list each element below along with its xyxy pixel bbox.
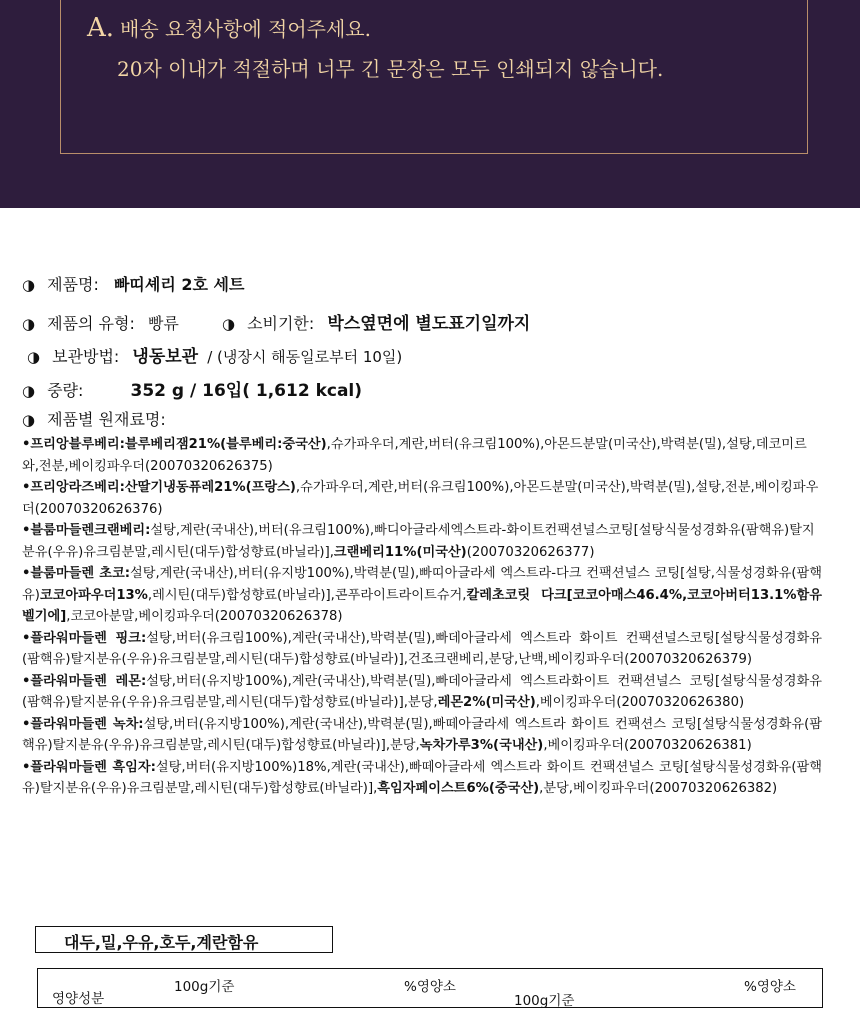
- expiry-value: 박스옆면에 별도표기일까지: [327, 314, 531, 334]
- storage-value: 냉동보관: [132, 347, 199, 367]
- ingredient-item: [22, 563, 822, 628]
- ingredient-text: 설탕,계란(국내산),버터(유크림100%),빠디아글라세엑스트라-화이트컨팩션널스코팅[설탕식물성경화유(팜핵유)탈지분유(우유)유크림분말,레시틴(대두)합성향료(바닐라)],: [22, 523, 815, 560]
- ingredient-item: [22, 628, 822, 671]
- allergy-notice: 대두,밀,우유,호두,계란함유: [35, 926, 333, 953]
- ingredient-item: [22, 757, 822, 800]
- half-circle-icon: ◑: [22, 276, 36, 294]
- half-circle-icon: ◑: [22, 411, 36, 429]
- ingredient-product-name: •블룸마들렌크랜베리:: [22, 523, 151, 538]
- ingredient-highlight: 블루베리잼21%(블루베리:중국산): [124, 437, 327, 452]
- expiry-label: 소비기한:: [247, 314, 315, 333]
- nutrition-col-per100-a: 100g기준: [174, 979, 235, 995]
- weight-value: 352 g / 16입( 1,612 kcal): [130, 381, 363, 401]
- banner-frame: [60, 0, 808, 154]
- ingredient-item: [22, 434, 822, 477]
- ingredient-text: (20070320626377): [466, 544, 595, 560]
- storage-label: 보관방법:: [52, 347, 120, 366]
- product-type-row: [22, 309, 530, 334]
- ingredient-highlight: 코코아파우더13%: [39, 587, 148, 603]
- ingredient-text: ,베이킹파우더(20070320626380): [535, 695, 745, 710]
- ingredients-heading-row: [22, 407, 166, 430]
- ingredient-text: 설탕,계란(국내산),버터(유지방100%),박력분(밀),빠띠아글라세 엑스트라-다크 컨팩션널스 코팅[설탕,식물성경화유(팜핵유): [22, 566, 822, 603]
- nutrition-table: [37, 968, 823, 1008]
- ingredient-highlight: 레몬2%(미국산): [437, 695, 536, 710]
- ingredient-product-name: •플라워마들렌 녹차:: [22, 716, 144, 732]
- nutrition-col-pct-a: %영양소: [404, 979, 456, 995]
- nutrition-col-pct-b: %영양소: [744, 979, 796, 995]
- half-circle-icon: ◑: [22, 315, 36, 333]
- banner-text-1: 배송 요청사항에 적어주세요.: [120, 17, 371, 41]
- ingredient-product-name: •플라워마들렌 레몬:: [22, 673, 147, 689]
- ingredient-highlight: 산딸기냉동퓨레21%(프랑스): [124, 480, 296, 495]
- ingredients-list: [22, 434, 822, 800]
- ingredient-text: 설탕,버터(유지방100%),계란(국내산),박력분(밀),빠데아글라세 엑스트라화이트 컨팩션널스 코팅[설탕식물성경화유(팜핵유)탈지분유(우유)유크림분말,레시틴(대두)합성향료(바닐라)],분당,: [22, 673, 822, 710]
- ingredient-text: ,슈가파우더,계란,버터(유크림100%),아몬드분말(미국산),박력분(밀),설탕,데코미르와,전분,베이킹파우더(20070320626375): [22, 437, 807, 474]
- banner-prefix: A.: [87, 13, 115, 43]
- storage-row: [27, 342, 402, 367]
- banner-line-2: 20자 이내가 적절하며 너무 긴 문장은 모두 인쇄되지 않습니다.: [117, 57, 664, 81]
- ingredient-item: [22, 477, 822, 520]
- ingredient-highlight: 칼레초코릿 다크[코코아매스46.4%,코코아버터13.1%함유 벨기에]: [22, 587, 822, 624]
- ingredient-text: ,레시틴(대두)합성향료(바닐라)],콘푸라이트라이트슈거,: [147, 587, 467, 603]
- product-name-label: 제품명:: [47, 275, 99, 294]
- ingredient-text: 설탕,버터(유지방100%),계란(국내산),박력분(밀),빠떼아글라세 엑스트라 화이트 컨팩션스 코팅[설탕식물성경화유(팜핵유)탈지분유(우유)유크림분말,레시틴(대두)합성향료(바닐라)],분당,: [22, 716, 822, 753]
- ingredient-item: [22, 671, 822, 714]
- ingredient-product-name: •플라워마들렌 핑크:: [22, 630, 147, 646]
- half-circle-icon: ◑: [27, 348, 41, 366]
- ingredient-highlight: 크랜베리11%(미국산): [333, 544, 467, 560]
- ingredient-text: 설탕,버터(유지방100%)18%,계란(국내산),빠떼아글라세 엑스트라 화이트 컨팩션널스 코팅[설탕식물성경화유(팜핵유)탈지분유(우유)유크림분말,레시틴(대두)합성향료(바닐라)],: [22, 759, 822, 796]
- ingredient-item: [22, 520, 822, 563]
- ingredient-text: ,베이킹파우더(20070320626381): [543, 738, 752, 753]
- ingredient-highlight: 흑임자페이스트6%(중국산): [377, 781, 540, 796]
- half-circle-icon: ◑: [22, 382, 36, 400]
- ingredient-highlight: 녹차가루3%(국내산): [419, 738, 544, 753]
- ingredient-product-name: •플라워마들렌 흑임자:: [22, 759, 156, 775]
- product-name-row: [22, 272, 244, 295]
- nutrition-col-per100-b: 100g기준: [514, 993, 575, 1009]
- ingredient-item: [22, 714, 822, 757]
- weight-row: [22, 376, 362, 401]
- product-name-value: 빠띠셰리 2호 세트: [113, 275, 245, 294]
- ingredient-text: ,코코아분말,베이킹파우더(20070320626378): [66, 609, 343, 624]
- product-type-label: 제품의 유형:: [47, 314, 135, 333]
- ingredient-text: ,분당,베이킹파우더(20070320626382): [539, 781, 778, 796]
- half-circle-icon: ◑: [221, 315, 236, 333]
- ingredients-label: 제품별 원재료명:: [47, 410, 166, 429]
- ingredient-product-name: •프리앙라즈베리:: [22, 480, 125, 495]
- ingredient-text: 설탕,버터(유크림100%),계란(국내산),박력분(밀),빠데아글라세 엑스트라 화이트 컨팩션널스코팅[설탕식물성경화유(팜핵유)탈지분유(우유)유크림분말,레시틴(대두)합성향료(바닐라)],건조크랜베리,분당,난백,베이킹파우더(20070320626379): [22, 630, 822, 667]
- banner-line-1: [87, 13, 371, 43]
- product-type-value: 빵류: [147, 314, 179, 333]
- storage-note: / (냉장시 해동일로부터 10일): [207, 348, 403, 366]
- ingredient-product-name: •블룸마들렌 초코:: [22, 566, 130, 581]
- nutrition-col-nutrient: 영양성분: [52, 991, 105, 1007]
- weight-label: 중량:: [47, 381, 84, 400]
- ingredient-text: ,슈가파우더,계란,버터(유크림100%),아몬드분말(미국산),박력분(밀),설탕,전분,베이킹파우더(20070320626376): [22, 480, 819, 517]
- delivery-banner: [0, 0, 860, 208]
- ingredient-product-name: •프리앙블루베리:: [22, 437, 125, 452]
